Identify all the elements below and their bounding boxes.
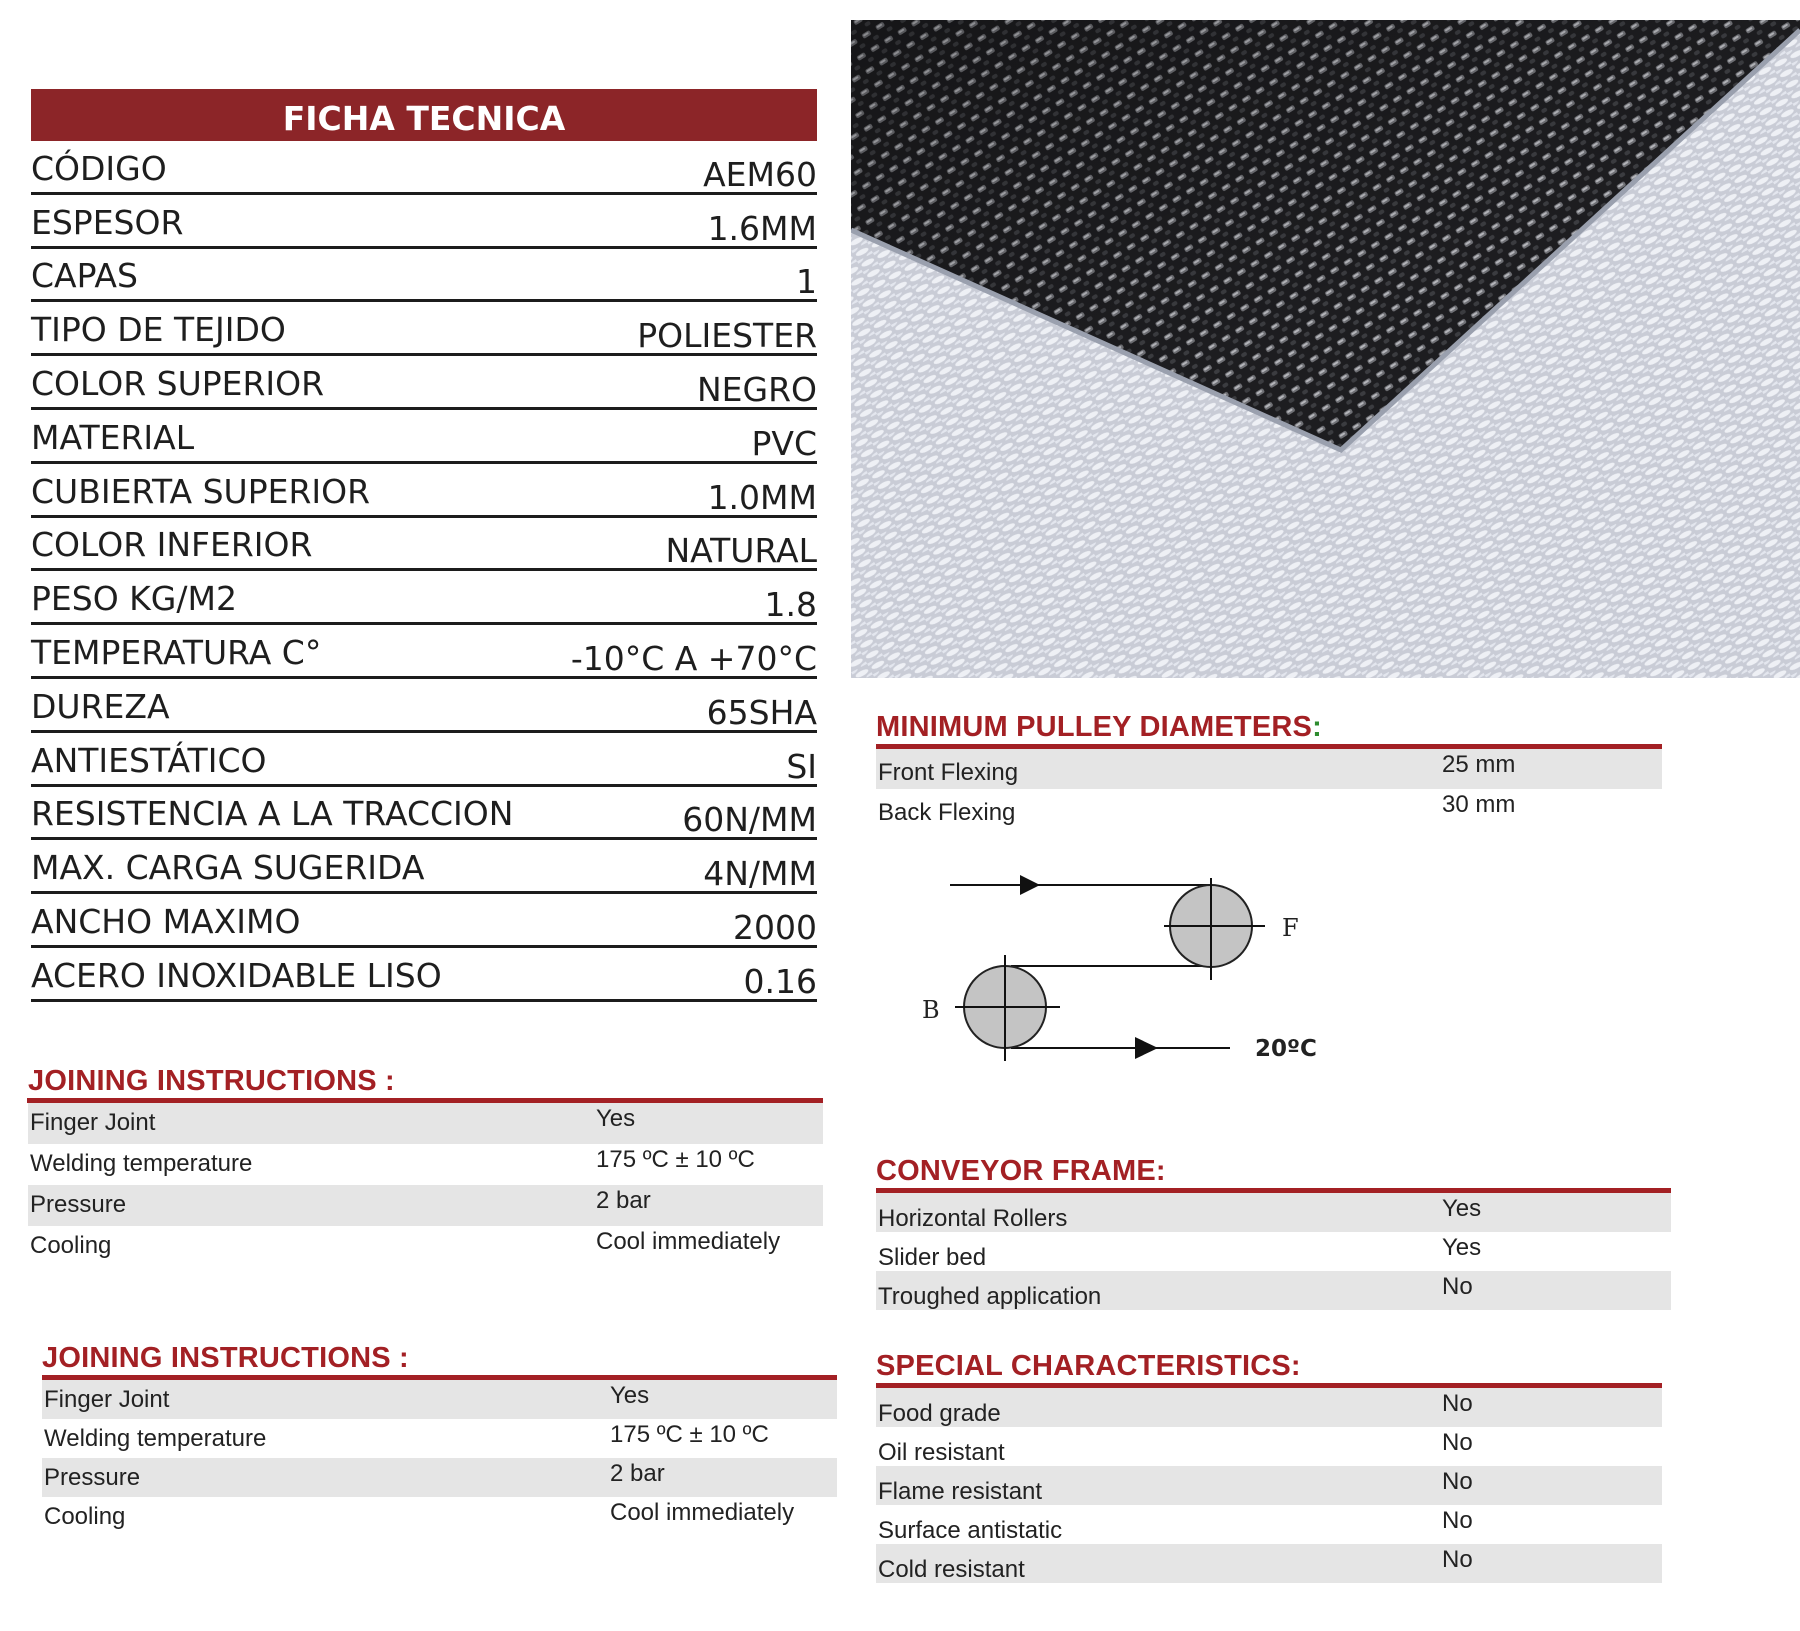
ficha-row-value: 1.0MM [707, 477, 817, 517]
table-row [876, 1193, 1671, 1232]
ficha-row [31, 302, 817, 356]
conveyor-title: CONVEYOR FRAME: [876, 1155, 1166, 1187]
table-row [42, 1458, 837, 1497]
table-row [876, 1427, 1662, 1466]
ficha-row [31, 249, 817, 303]
special-characteristics-section [876, 1350, 1662, 1583]
table-row [28, 1103, 823, 1144]
row-value: 30 mm [1442, 791, 1516, 818]
table-row [42, 1380, 837, 1419]
row-label: Slider bed [878, 1244, 987, 1271]
ficha-row [31, 679, 817, 733]
ficha-row-label: COLOR SUPERIOR [31, 363, 325, 403]
row-value: No [1442, 1507, 1473, 1534]
table-row [876, 789, 1662, 829]
ficha-row-value: 1 [796, 262, 817, 302]
row-value: Yes [596, 1105, 636, 1132]
table-row [42, 1419, 837, 1458]
ficha-row-label: MAX. CARGA SUGERIDA [31, 848, 425, 888]
ficha-row [31, 141, 817, 195]
ficha-row-value: 2000 [733, 907, 817, 947]
pulley-rows [876, 749, 1662, 829]
table-row [28, 1226, 823, 1267]
row-value: 2 bar [610, 1460, 665, 1487]
back-pulley [955, 955, 1060, 1061]
row-value: Cool immediately [610, 1499, 795, 1526]
ficha-row-value: 1.8 [764, 585, 817, 625]
ficha-row [31, 787, 817, 841]
ficha-row-label: DUREZA [31, 686, 170, 726]
row-label: Surface antistatic [878, 1517, 1063, 1544]
row-label: Back Flexing [878, 799, 1016, 826]
row-value: Yes [610, 1382, 650, 1409]
ficha-row-label: COLOR INFERIOR [31, 525, 313, 565]
row-label: Front Flexing [878, 759, 1019, 786]
ficha-row [31, 518, 817, 572]
ficha-row [31, 571, 817, 625]
table-row [876, 1388, 1662, 1427]
ficha-row-value: 0.16 [743, 961, 817, 1001]
ficha-row-value: SI [786, 746, 817, 786]
ficha-row-label: ANCHO MAXIMO [31, 901, 301, 941]
conveyor-rows [876, 1193, 1671, 1310]
ficha-row-label: CUBIERTA SUPERIOR [31, 471, 371, 511]
ficha-tecnica-rows [31, 141, 817, 1002]
row-value: 175 ºC ± 10 ºC [610, 1421, 769, 1448]
joining-title-2: JOINING INSTRUCTIONS : [42, 1342, 409, 1374]
pulley-flexing-diagram [900, 860, 1370, 1075]
row-value: No [1442, 1468, 1473, 1495]
row-value: No [1442, 1429, 1473, 1456]
ficha-row-label: MATERIAL [31, 417, 195, 457]
table-row [876, 1466, 1662, 1505]
row-label: Horizontal Rollers [878, 1205, 1068, 1232]
row-label: Food grade [878, 1400, 1001, 1427]
ficha-row [31, 356, 817, 410]
ficha-row [31, 464, 817, 518]
row-label: Flame resistant [878, 1478, 1043, 1505]
table-row [42, 1497, 837, 1536]
row-label: Welding temperature [44, 1425, 267, 1452]
row-value: 2 bar [596, 1187, 651, 1214]
table-row [28, 1144, 823, 1185]
ficha-row [31, 410, 817, 464]
row-value: No [1442, 1390, 1473, 1417]
pulley-section [876, 711, 1662, 829]
ficha-row-label: ESPESOR [31, 202, 184, 242]
row-value: Cool immediately [596, 1228, 781, 1255]
back-label: B [922, 996, 940, 1024]
row-value: No [1442, 1546, 1473, 1573]
row-value: Yes [1442, 1195, 1482, 1222]
ficha-row-label: TEMPERATURA C° [31, 632, 322, 672]
table-row [28, 1185, 823, 1226]
ficha-tecnica-header: FICHA TECNICA [31, 89, 817, 141]
row-value: No [1442, 1273, 1473, 1300]
front-label: F [1282, 914, 1299, 942]
ficha-row-label: RESISTENCIA A LA TRACCION [31, 794, 514, 834]
row-label: Troughed application [878, 1283, 1102, 1310]
temperature-label: 20ºC [1255, 1036, 1317, 1062]
row-value: 25 mm [1442, 751, 1516, 778]
ficha-row-label: CAPAS [31, 256, 138, 296]
belt-product-photo [851, 20, 1800, 678]
joining-rows-2 [42, 1380, 837, 1536]
row-label: Finger Joint [30, 1109, 156, 1136]
table-row [876, 1544, 1662, 1583]
row-label: Cooling [44, 1503, 126, 1530]
ficha-row-value: PVC [751, 423, 817, 463]
belt-texture-image [851, 20, 1800, 678]
ficha-row-value: AEM60 [703, 154, 817, 194]
ficha-row-label: CÓDIGO [31, 148, 167, 188]
ficha-row [31, 733, 817, 787]
joining-instructions-section-1 [28, 1065, 823, 1267]
special-title: SPECIAL CHARACTERISTICS: [876, 1350, 1301, 1382]
ficha-row-value: NATURAL [665, 531, 817, 571]
joining-rows-1 [28, 1103, 823, 1267]
table-row [876, 749, 1662, 789]
ficha-row [31, 894, 817, 948]
row-value: 175 ºC ± 10 ºC [596, 1146, 755, 1173]
ficha-row-label: ACERO INOXIDABLE LISO [31, 955, 442, 995]
ficha-tecnica-table [31, 89, 817, 1002]
row-label: Pressure [44, 1464, 141, 1491]
table-row [876, 1505, 1662, 1544]
ficha-row-label: ANTIESTÁTICO [31, 740, 267, 780]
row-label: Cooling [30, 1232, 112, 1259]
ficha-row [31, 948, 817, 1002]
ficha-row [31, 625, 817, 679]
conveyor-frame-section [876, 1155, 1671, 1310]
front-pulley [1164, 878, 1265, 980]
row-label: Cold resistant [878, 1556, 1025, 1583]
ficha-row-value: 1.6MM [707, 208, 817, 248]
ficha-row-value: NEGRO [696, 369, 817, 409]
row-label: Welding temperature [30, 1150, 253, 1177]
table-row [876, 1271, 1671, 1310]
special-rows [876, 1388, 1662, 1583]
row-label: Oil resistant [878, 1439, 1005, 1466]
row-value: Yes [1442, 1234, 1482, 1261]
joining-instructions-section-2 [42, 1342, 837, 1536]
ficha-row [31, 840, 817, 894]
pulley-title: MINIMUM PULLEY DIAMETERS: [876, 711, 1322, 743]
ficha-row-value: POLIESTER [637, 316, 817, 356]
joining-title-1: JOINING INSTRUCTIONS : [28, 1065, 395, 1097]
ficha-row-value: 60N/MM [682, 800, 817, 840]
row-label: Pressure [30, 1191, 127, 1218]
ficha-row-value: 65SHA [706, 692, 817, 732]
table-row [876, 1232, 1671, 1271]
ficha-row-value: 4N/MM [703, 854, 817, 894]
ficha-row-value: -10°C A +70°C [570, 638, 817, 678]
ficha-row-label: PESO KG/M2 [31, 579, 237, 619]
ficha-row-label: TIPO DE TEJIDO [31, 310, 286, 350]
row-label: Finger Joint [44, 1386, 170, 1413]
ficha-row [31, 195, 817, 249]
